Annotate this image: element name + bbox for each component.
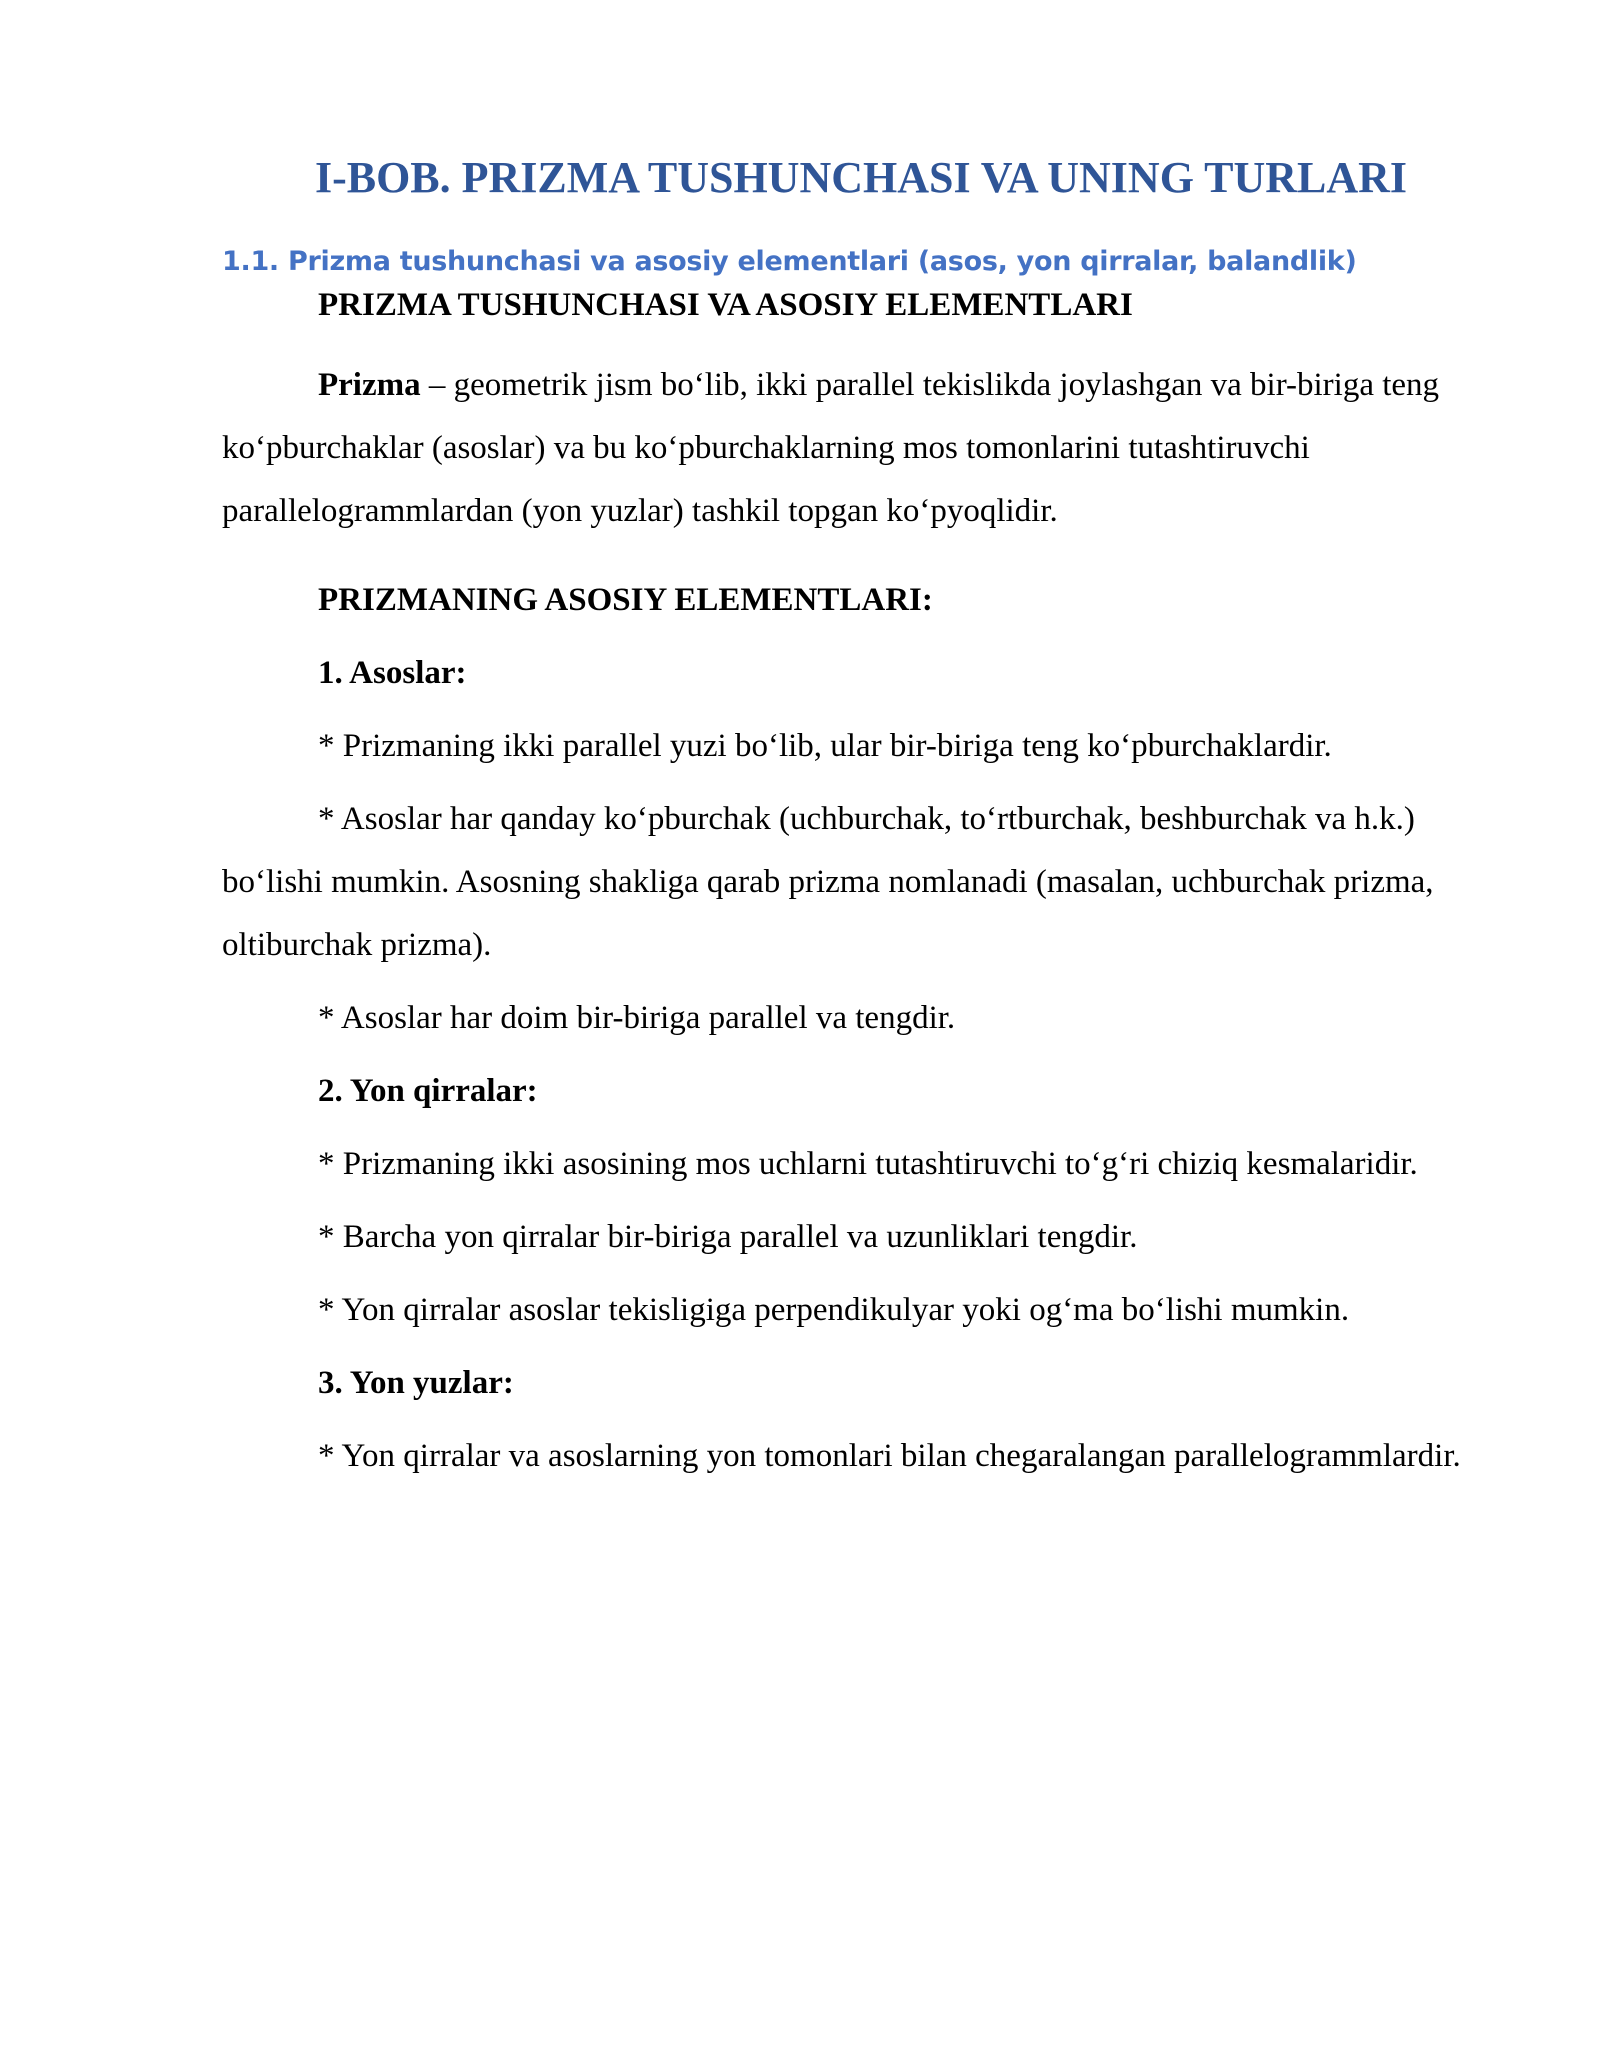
definition-text: – geometrik jism bo‘lib, ikki parallel tekislikda joylashgan va bir-biriga teng ko‘pburchaklar (asoslar) va bu ko‘pburchaklarning mos tomonlarini tutashtiruvchi parallelogrammlardan (yon yuzlar) tashkil topgan ko‘pyoqlidir. bbox=[222, 367, 1440, 529]
list-item: * Asoslar har qanday ko‘pburchak (uchburchak, to‘rtburchak, beshburchak va h.k.) bo‘lishi mumkin. Asosning shakliga qarab prizma nomlanadi (masalan, uchburchak prizma, oltiburchak prizma). bbox=[222, 801, 1434, 963]
chapter-title: I-BOB. PRIZMA TUSHUNCHASI VA UNING TURLARI bbox=[314, 153, 1408, 202]
section-1-heading: 1. Asoslar: bbox=[318, 655, 467, 691]
list-item: * Barcha yon qirralar bir-biriga parallel va uzunliklari tengdir. bbox=[318, 1219, 1138, 1255]
definition-paragraph bbox=[222, 354, 1490, 543]
subheading: PRIZMA TUSHUNCHASI VA ASOSIY ELEMENTLARI bbox=[318, 287, 1133, 323]
definition-term: Prizma bbox=[318, 367, 421, 403]
document-content bbox=[222, 148, 1490, 1488]
elements-heading: PRIZMANING ASOSIY ELEMENTLARI: bbox=[318, 582, 933, 618]
list-item: * Prizmaning ikki parallel yuzi bo‘lib, ular bir-biriga teng ko‘pburchaklardir. bbox=[318, 728, 1332, 764]
list-item: * Yon qirralar asoslar tekisligiga perpendikulyar yoki og‘ma bo‘lishi mumkin. bbox=[318, 1292, 1350, 1328]
section-heading: 1.1. Prizma tushunchasi va asosiy elementlari (asos, yon qirralar, balandlik) bbox=[222, 246, 1357, 277]
list-item: * Prizmaning ikki asosining mos uchlarni tutashtiruvchi to‘g‘ri chiziq kesmalaridir. bbox=[318, 1146, 1418, 1182]
list-item: * Yon qirralar va asoslarning yon tomonlari bilan chegaralangan parallelogrammlardir. bbox=[318, 1438, 1461, 1474]
section-2-heading: 2. Yon qirralar: bbox=[318, 1073, 538, 1109]
section-3-heading: 3. Yon yuzlar: bbox=[318, 1365, 514, 1401]
list-item: * Asoslar har doim bir-biriga parallel va tengdir. bbox=[318, 1000, 956, 1036]
